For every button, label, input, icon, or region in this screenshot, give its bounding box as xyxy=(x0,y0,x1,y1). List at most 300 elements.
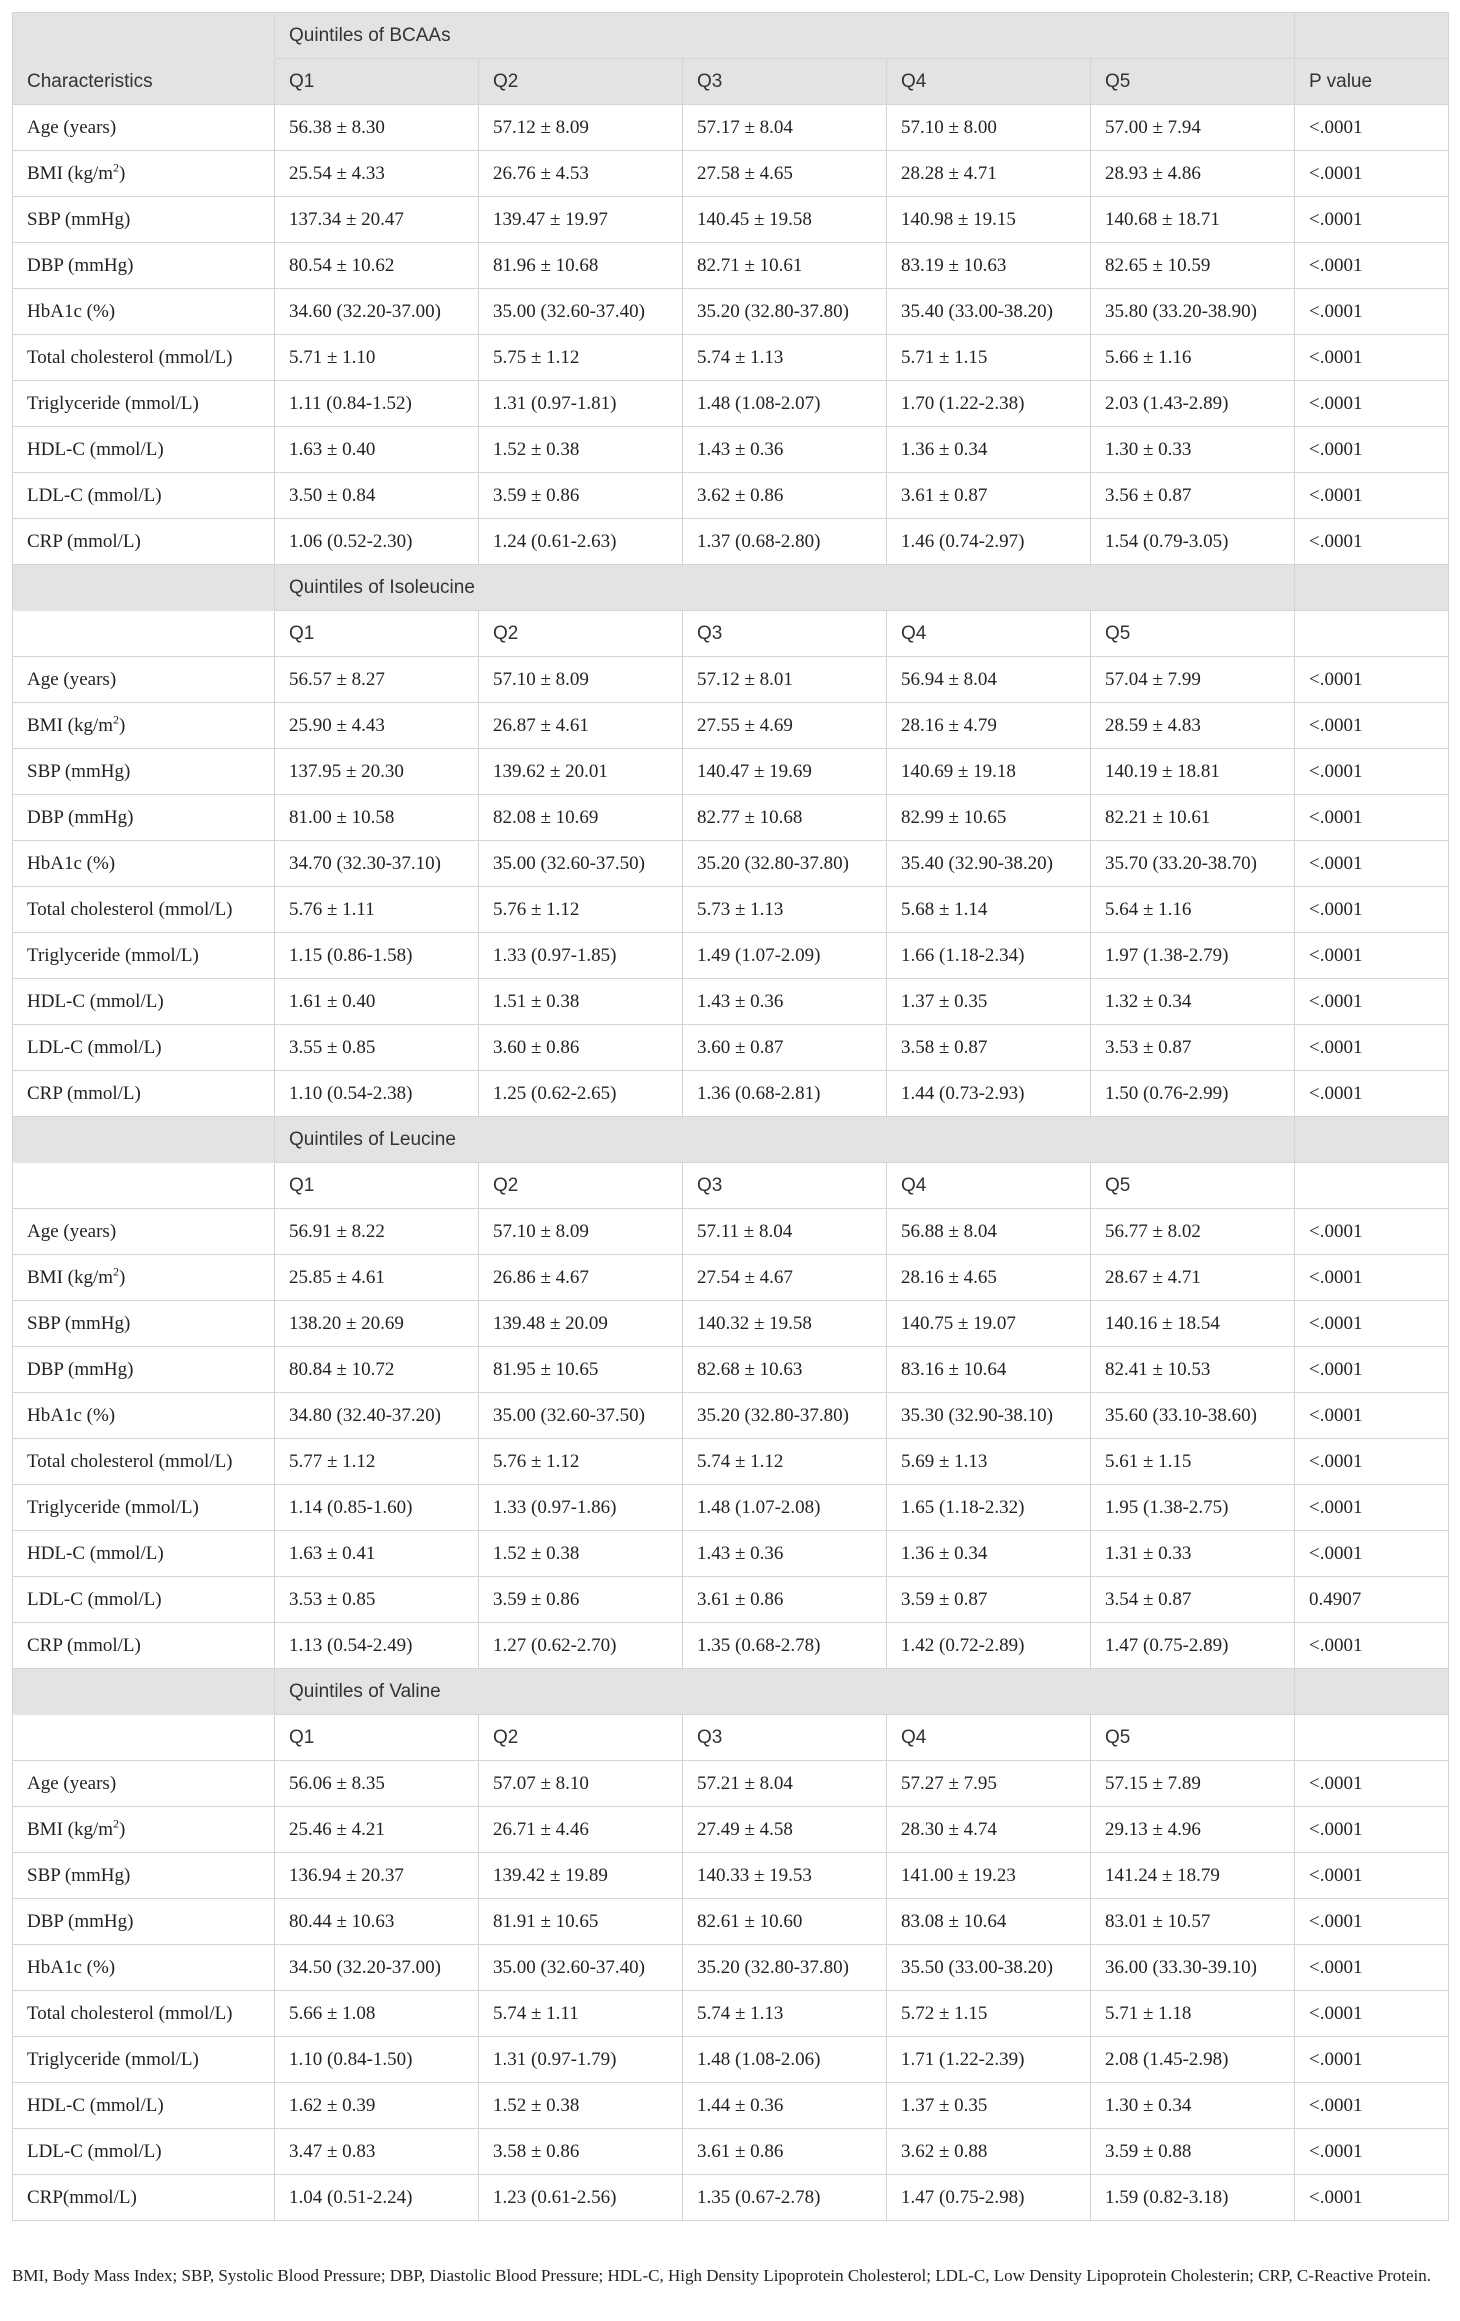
row-label xyxy=(13,1577,275,1623)
row-label-text: HDL-C (mmol/L) xyxy=(27,438,164,460)
row-label xyxy=(13,1991,275,2037)
section-header-blank xyxy=(13,13,275,59)
cell-q3: 1.35 (0.68-2.78) xyxy=(683,1623,887,1669)
table-row xyxy=(13,473,1449,519)
row-label xyxy=(13,1393,275,1439)
cell-q4: 28.16 ± 4.65 xyxy=(887,1255,1091,1301)
row-label-text: Triglyceride (mmol/L) xyxy=(27,944,199,966)
cell-q2: 139.42 ± 19.89 xyxy=(479,1853,683,1899)
row-label-text: DBP (mmHg) xyxy=(27,1910,134,1932)
cell-p-value: <.0001 xyxy=(1295,703,1449,749)
cell-q2: 57.10 ± 8.09 xyxy=(479,1209,683,1255)
cell-q1: 5.66 ± 1.08 xyxy=(275,1991,479,2037)
row-label-text: Age (years) xyxy=(27,1772,117,1794)
row-label xyxy=(13,151,275,197)
row-label-text: CRP (mmol/L) xyxy=(27,1082,141,1104)
cell-q2: 1.24 (0.61-2.63) xyxy=(479,519,683,565)
cell-q3: 1.48 (1.07-2.08) xyxy=(683,1485,887,1531)
quintile-header-q3: Q3 xyxy=(683,1163,887,1209)
cell-q4: 3.58 ± 0.87 xyxy=(887,1025,1091,1071)
row-label-end: ) xyxy=(119,714,126,736)
table-row xyxy=(13,1945,1449,1991)
cell-q5: 141.24 ± 18.79 xyxy=(1091,1853,1295,1899)
cell-q3: 35.20 (32.80-37.80) xyxy=(683,1945,887,1991)
cell-p-value: <.0001 xyxy=(1295,473,1449,519)
table-row xyxy=(13,1807,1449,1853)
quintile-header-q3: Q3 xyxy=(683,59,887,105)
quintile-header-blank xyxy=(13,611,275,657)
row-label-text: HbA1c (%) xyxy=(27,1404,116,1426)
cell-q1: 3.50 ± 0.84 xyxy=(275,473,479,519)
cell-q4: 1.37 ± 0.35 xyxy=(887,979,1091,1025)
cell-q5: 3.53 ± 0.87 xyxy=(1091,1025,1295,1071)
cell-q1: 56.57 ± 8.27 xyxy=(275,657,479,703)
cell-q5: 1.97 (1.38-2.79) xyxy=(1091,933,1295,979)
cell-q2: 35.00 (32.60-37.40) xyxy=(479,1945,683,1991)
cell-p-value: <.0001 xyxy=(1295,1209,1449,1255)
row-label xyxy=(13,703,275,749)
cell-q5: 28.59 ± 4.83 xyxy=(1091,703,1295,749)
quintile-header-q1: Q1 xyxy=(275,611,479,657)
row-label xyxy=(13,887,275,933)
table-row xyxy=(13,1025,1449,1071)
quintile-header-q3: Q3 xyxy=(683,1715,887,1761)
row-label xyxy=(13,335,275,381)
row-label-text: HDL-C (mmol/L) xyxy=(27,1542,164,1564)
row-label xyxy=(13,289,275,335)
row-label xyxy=(13,1623,275,1669)
cell-q1: 56.91 ± 8.22 xyxy=(275,1209,479,1255)
cell-q3: 3.60 ± 0.87 xyxy=(683,1025,887,1071)
row-label-text: DBP (mmHg) xyxy=(27,806,134,828)
cell-p-value: <.0001 xyxy=(1295,887,1449,933)
cell-q1: 1.63 ± 0.40 xyxy=(275,427,479,473)
cell-p-value: <.0001 xyxy=(1295,1531,1449,1577)
cell-q4: 3.61 ± 0.87 xyxy=(887,473,1091,519)
cell-q5: 57.04 ± 7.99 xyxy=(1091,657,1295,703)
cell-q5: 1.30 ± 0.34 xyxy=(1091,2083,1295,2129)
cell-q1: 1.15 (0.86-1.58) xyxy=(275,933,479,979)
cell-q2: 139.48 ± 20.09 xyxy=(479,1301,683,1347)
cell-q4: 1.47 (0.75-2.98) xyxy=(887,2175,1091,2221)
section-header-pcell xyxy=(1295,13,1449,59)
cell-p-value: 0.4907 xyxy=(1295,1577,1449,1623)
quintile-header-q2: Q2 xyxy=(479,1163,683,1209)
row-label-text: Total cholesterol (mmol/L) xyxy=(27,1450,233,1472)
quintile-header-q3: Q3 xyxy=(683,611,887,657)
cell-q1: 1.06 (0.52-2.30) xyxy=(275,519,479,565)
cell-q5: 82.41 ± 10.53 xyxy=(1091,1347,1295,1393)
cell-q4: 141.00 ± 19.23 xyxy=(887,1853,1091,1899)
cell-q2: 5.76 ± 1.12 xyxy=(479,887,683,933)
table-row xyxy=(13,2083,1449,2129)
cell-q3: 82.61 ± 10.60 xyxy=(683,1899,887,1945)
cell-q4: 1.44 (0.73-2.93) xyxy=(887,1071,1091,1117)
table-row xyxy=(13,749,1449,795)
quintile-header-q1: Q1 xyxy=(275,1715,479,1761)
cell-p-value: <.0001 xyxy=(1295,1853,1449,1899)
cell-q1: 138.20 ± 20.69 xyxy=(275,1301,479,1347)
cell-q5: 1.95 (1.38-2.75) xyxy=(1091,1485,1295,1531)
cell-q4: 83.16 ± 10.64 xyxy=(887,1347,1091,1393)
cell-q4: 1.70 (1.22-2.38) xyxy=(887,381,1091,427)
row-label-text: Total cholesterol (mmol/L) xyxy=(27,346,233,368)
cell-p-value: <.0001 xyxy=(1295,335,1449,381)
row-label-text: Total cholesterol (mmol/L) xyxy=(27,898,233,920)
section-header-pcell xyxy=(1295,1117,1449,1163)
quintile-header-blank xyxy=(13,1715,275,1761)
row-label-text: DBP (mmHg) xyxy=(27,254,134,276)
row-label xyxy=(13,197,275,243)
cell-q4: 1.71 (1.22-2.39) xyxy=(887,2037,1091,2083)
cell-q2: 1.52 ± 0.38 xyxy=(479,1531,683,1577)
cell-q5: 3.54 ± 0.87 xyxy=(1091,1577,1295,1623)
cell-q1: 1.13 (0.54-2.49) xyxy=(275,1623,479,1669)
row-label-text: LDL-C (mmol/L) xyxy=(27,1588,162,1610)
cell-q5: 5.61 ± 1.15 xyxy=(1091,1439,1295,1485)
cell-p-value: <.0001 xyxy=(1295,1807,1449,1853)
table-row xyxy=(13,1853,1449,1899)
cell-q5: 57.15 ± 7.89 xyxy=(1091,1761,1295,1807)
cell-p-value: <.0001 xyxy=(1295,2083,1449,2129)
cell-q1: 25.46 ± 4.21 xyxy=(275,1807,479,1853)
row-label-text: BMI (kg/m xyxy=(27,1266,114,1288)
cell-p-value: <.0001 xyxy=(1295,1071,1449,1117)
cell-q2: 1.33 (0.97-1.86) xyxy=(479,1485,683,1531)
row-label-text: Triglyceride (mmol/L) xyxy=(27,2048,199,2070)
section-header-blank xyxy=(13,1117,275,1163)
row-label xyxy=(13,427,275,473)
quintile-header-q5: Q5 xyxy=(1091,59,1295,105)
cell-p-value: <.0001 xyxy=(1295,427,1449,473)
table-row xyxy=(13,381,1449,427)
row-label-text: BMI (kg/m xyxy=(27,162,114,184)
cell-q2: 26.87 ± 4.61 xyxy=(479,703,683,749)
cell-q3: 1.43 ± 0.36 xyxy=(683,979,887,1025)
cell-q4: 5.68 ± 1.14 xyxy=(887,887,1091,933)
cell-q4: 57.10 ± 8.00 xyxy=(887,105,1091,151)
row-label xyxy=(13,1945,275,1991)
quintile-header-q5: Q5 xyxy=(1091,611,1295,657)
row-label-superscript: 2 xyxy=(113,160,120,175)
row-label-text: HbA1c (%) xyxy=(27,852,116,874)
cell-q1: 25.85 ± 4.61 xyxy=(275,1255,479,1301)
cell-q1: 137.95 ± 20.30 xyxy=(275,749,479,795)
cell-q3: 57.21 ± 8.04 xyxy=(683,1761,887,1807)
cell-p-value: <.0001 xyxy=(1295,841,1449,887)
cell-q3: 140.47 ± 19.69 xyxy=(683,749,887,795)
cell-q2: 1.51 ± 0.38 xyxy=(479,979,683,1025)
row-label xyxy=(13,381,275,427)
cell-p-value: <.0001 xyxy=(1295,243,1449,289)
table-row xyxy=(13,105,1449,151)
section-header-blank xyxy=(13,1669,275,1715)
cell-q3: 3.61 ± 0.86 xyxy=(683,2129,887,2175)
cell-q3: 35.20 (32.80-37.80) xyxy=(683,289,887,335)
row-label xyxy=(13,1071,275,1117)
cell-p-value: <.0001 xyxy=(1295,933,1449,979)
table-row xyxy=(13,1393,1449,1439)
cell-q3: 5.74 ± 1.12 xyxy=(683,1439,887,1485)
row-label-text: DBP (mmHg) xyxy=(27,1358,134,1380)
cell-q4: 140.69 ± 19.18 xyxy=(887,749,1091,795)
cell-q5: 36.00 (33.30-39.10) xyxy=(1091,1945,1295,1991)
quintile-header-q2: Q2 xyxy=(479,611,683,657)
quintile-header-pcell xyxy=(1295,611,1449,657)
quintile-header-row xyxy=(13,1715,1449,1761)
table-row xyxy=(13,1991,1449,2037)
cell-q4: 83.19 ± 10.63 xyxy=(887,243,1091,289)
row-label-text: LDL-C (mmol/L) xyxy=(27,1036,162,1058)
table-row xyxy=(13,2037,1449,2083)
cell-q1: 1.04 (0.51-2.24) xyxy=(275,2175,479,2221)
row-label xyxy=(13,2037,275,2083)
cell-q3: 82.68 ± 10.63 xyxy=(683,1347,887,1393)
cell-q5: 35.60 (33.10-38.60) xyxy=(1091,1393,1295,1439)
quintile-header-q4: Q4 xyxy=(887,1715,1091,1761)
table-row xyxy=(13,1071,1449,1117)
cell-q3: 5.73 ± 1.13 xyxy=(683,887,887,933)
cell-q5: 5.71 ± 1.18 xyxy=(1091,1991,1295,2037)
cell-q4: 56.88 ± 8.04 xyxy=(887,1209,1091,1255)
cell-q4: 1.42 (0.72-2.89) xyxy=(887,1623,1091,1669)
table-row xyxy=(13,1301,1449,1347)
cell-q2: 1.33 (0.97-1.85) xyxy=(479,933,683,979)
cell-q2: 3.59 ± 0.86 xyxy=(479,473,683,519)
cell-q2: 1.52 ± 0.38 xyxy=(479,2083,683,2129)
row-label xyxy=(13,1807,275,1853)
quintile-header-blank xyxy=(13,1163,275,1209)
row-label-end: ) xyxy=(119,1266,126,1288)
row-label-text: Age (years) xyxy=(27,1220,117,1242)
table-row xyxy=(13,887,1449,933)
cell-q1: 34.70 (32.30-37.10) xyxy=(275,841,479,887)
row-label-text: LDL-C (mmol/L) xyxy=(27,2140,162,2162)
row-label xyxy=(13,243,275,289)
cell-q1: 1.10 (0.54-2.38) xyxy=(275,1071,479,1117)
cell-q4: 1.36 ± 0.34 xyxy=(887,1531,1091,1577)
cell-q3: 3.61 ± 0.86 xyxy=(683,1577,887,1623)
cell-q2: 1.52 ± 0.38 xyxy=(479,427,683,473)
row-label xyxy=(13,1853,275,1899)
cell-p-value: <.0001 xyxy=(1295,1025,1449,1071)
cell-q5: 1.32 ± 0.34 xyxy=(1091,979,1295,1025)
row-label xyxy=(13,2129,275,2175)
cell-q4: 35.30 (32.90-38.10) xyxy=(887,1393,1091,1439)
cell-q5: 2.03 (1.43-2.89) xyxy=(1091,381,1295,427)
row-label xyxy=(13,1899,275,1945)
cell-q1: 34.50 (32.20-37.00) xyxy=(275,1945,479,1991)
cell-q1: 3.47 ± 0.83 xyxy=(275,2129,479,2175)
row-label xyxy=(13,105,275,151)
cell-q2: 5.76 ± 1.12 xyxy=(479,1439,683,1485)
cell-p-value: <.0001 xyxy=(1295,795,1449,841)
cell-p-value: <.0001 xyxy=(1295,1393,1449,1439)
cell-q1: 25.54 ± 4.33 xyxy=(275,151,479,197)
quintile-header-q5: Q5 xyxy=(1091,1715,1295,1761)
cell-q5: 5.66 ± 1.16 xyxy=(1091,335,1295,381)
cell-p-value: <.0001 xyxy=(1295,105,1449,151)
quintile-header-row xyxy=(13,611,1449,657)
row-label-text: CRP (mmol/L) xyxy=(27,530,141,552)
cell-q4: 1.37 ± 0.35 xyxy=(887,2083,1091,2129)
cell-q4: 28.28 ± 4.71 xyxy=(887,151,1091,197)
row-label xyxy=(13,1439,275,1485)
cell-q2: 57.10 ± 8.09 xyxy=(479,657,683,703)
row-label-text: CRP(mmol/L) xyxy=(27,2186,137,2208)
cell-q4: 140.75 ± 19.07 xyxy=(887,1301,1091,1347)
cell-p-value: <.0001 xyxy=(1295,1991,1449,2037)
cell-q1: 5.76 ± 1.11 xyxy=(275,887,479,933)
table-row xyxy=(13,2175,1449,2221)
table-row xyxy=(13,979,1449,1025)
cell-q4: 82.99 ± 10.65 xyxy=(887,795,1091,841)
cell-q3: 1.43 ± 0.36 xyxy=(683,427,887,473)
cell-q2: 139.47 ± 19.97 xyxy=(479,197,683,243)
cell-q4: 1.46 (0.74-2.97) xyxy=(887,519,1091,565)
cell-p-value: <.0001 xyxy=(1295,151,1449,197)
cell-q4: 1.36 ± 0.34 xyxy=(887,427,1091,473)
cell-q1: 5.71 ± 1.10 xyxy=(275,335,479,381)
cell-p-value: <.0001 xyxy=(1295,1761,1449,1807)
cell-q2: 3.59 ± 0.86 xyxy=(479,1577,683,1623)
cell-q5: 2.08 (1.45-2.98) xyxy=(1091,2037,1295,2083)
row-label-text: SBP (mmHg) xyxy=(27,1312,131,1334)
cell-q4: 5.72 ± 1.15 xyxy=(887,1991,1091,2037)
cell-q1: 80.44 ± 10.63 xyxy=(275,1899,479,1945)
section-header-blank xyxy=(13,565,275,611)
quintile-header-row xyxy=(13,59,1449,105)
cell-q3: 82.77 ± 10.68 xyxy=(683,795,887,841)
cell-q4: 35.50 (33.00-38.20) xyxy=(887,1945,1091,1991)
cell-q2: 5.75 ± 1.12 xyxy=(479,335,683,381)
row-label xyxy=(13,2083,275,2129)
row-label-text: CRP (mmol/L) xyxy=(27,1634,141,1656)
table-row xyxy=(13,427,1449,473)
section-title: Quintiles of Isoleucine xyxy=(275,565,1295,611)
cell-q2: 81.91 ± 10.65 xyxy=(479,1899,683,1945)
cell-q5: 82.65 ± 10.59 xyxy=(1091,243,1295,289)
quintile-header-q1: Q1 xyxy=(275,59,479,105)
cell-q5: 1.31 ± 0.33 xyxy=(1091,1531,1295,1577)
p-value-header: P value xyxy=(1295,59,1449,105)
cell-q5: 1.50 (0.76-2.99) xyxy=(1091,1071,1295,1117)
table-row xyxy=(13,1209,1449,1255)
cell-q1: 56.06 ± 8.35 xyxy=(275,1761,479,1807)
cell-q3: 1.36 (0.68-2.81) xyxy=(683,1071,887,1117)
row-label xyxy=(13,841,275,887)
cell-q4: 1.65 (1.18-2.32) xyxy=(887,1485,1091,1531)
row-label-text: BMI (kg/m xyxy=(27,714,114,736)
cell-q3: 1.43 ± 0.36 xyxy=(683,1531,887,1577)
cell-q3: 27.49 ± 4.58 xyxy=(683,1807,887,1853)
cell-p-value: <.0001 xyxy=(1295,381,1449,427)
cell-q5: 1.30 ± 0.33 xyxy=(1091,427,1295,473)
quintile-header-row xyxy=(13,1163,1449,1209)
cell-q4: 140.98 ± 19.15 xyxy=(887,197,1091,243)
characteristics-table xyxy=(12,12,1449,2221)
cell-q4: 83.08 ± 10.64 xyxy=(887,1899,1091,1945)
table-row xyxy=(13,335,1449,381)
cell-q4: 35.40 (33.00-38.20) xyxy=(887,289,1091,335)
cell-q2: 3.58 ± 0.86 xyxy=(479,2129,683,2175)
table-body xyxy=(13,13,1449,2221)
row-label xyxy=(13,1209,275,1255)
cell-q1: 5.77 ± 1.12 xyxy=(275,1439,479,1485)
cell-q4: 28.16 ± 4.79 xyxy=(887,703,1091,749)
section-header-row xyxy=(13,13,1449,59)
table-container xyxy=(12,12,1448,2221)
cell-q3: 35.20 (32.80-37.80) xyxy=(683,841,887,887)
table-row xyxy=(13,1485,1449,1531)
row-label xyxy=(13,1255,275,1301)
section-header-row xyxy=(13,1117,1449,1163)
row-label-text: Total cholesterol (mmol/L) xyxy=(27,2002,233,2024)
quintile-header-q5: Q5 xyxy=(1091,1163,1295,1209)
cell-p-value: <.0001 xyxy=(1295,2037,1449,2083)
cell-q4: 56.94 ± 8.04 xyxy=(887,657,1091,703)
cell-q5: 83.01 ± 10.57 xyxy=(1091,1899,1295,1945)
row-label-text: SBP (mmHg) xyxy=(27,208,131,230)
row-label-superscript: 2 xyxy=(113,1264,120,1279)
cell-q3: 140.45 ± 19.58 xyxy=(683,197,887,243)
cell-q3: 57.12 ± 8.01 xyxy=(683,657,887,703)
cell-q3: 35.20 (32.80-37.80) xyxy=(683,1393,887,1439)
cell-q5: 140.16 ± 18.54 xyxy=(1091,1301,1295,1347)
cell-q1: 80.84 ± 10.72 xyxy=(275,1347,479,1393)
cell-q5: 82.21 ± 10.61 xyxy=(1091,795,1295,841)
row-label-end: ) xyxy=(119,1818,126,1840)
cell-q3: 140.32 ± 19.58 xyxy=(683,1301,887,1347)
table-row xyxy=(13,197,1449,243)
cell-q1: 3.55 ± 0.85 xyxy=(275,1025,479,1071)
cell-q2: 1.27 (0.62-2.70) xyxy=(479,1623,683,1669)
table-row xyxy=(13,519,1449,565)
table-row xyxy=(13,1439,1449,1485)
cell-q1: 80.54 ± 10.62 xyxy=(275,243,479,289)
cell-q3: 1.49 (1.07-2.09) xyxy=(683,933,887,979)
cell-q1: 56.38 ± 8.30 xyxy=(275,105,479,151)
table-row xyxy=(13,657,1449,703)
cell-q5: 5.64 ± 1.16 xyxy=(1091,887,1295,933)
cell-q3: 27.58 ± 4.65 xyxy=(683,151,887,197)
cell-q1: 25.90 ± 4.43 xyxy=(275,703,479,749)
table-row xyxy=(13,795,1449,841)
row-label-text: BMI (kg/m xyxy=(27,1818,114,1840)
cell-q3: 1.48 (1.08-2.07) xyxy=(683,381,887,427)
cell-q4: 35.40 (32.90-38.20) xyxy=(887,841,1091,887)
cell-q1: 1.10 (0.84-1.50) xyxy=(275,2037,479,2083)
cell-q3: 82.71 ± 10.61 xyxy=(683,243,887,289)
cell-q1: 81.00 ± 10.58 xyxy=(275,795,479,841)
row-label xyxy=(13,657,275,703)
row-label-end: ) xyxy=(119,162,126,184)
row-label-text: Age (years) xyxy=(27,116,117,138)
table-row xyxy=(13,1255,1449,1301)
cell-p-value: <.0001 xyxy=(1295,1623,1449,1669)
cell-q3: 1.37 (0.68-2.80) xyxy=(683,519,887,565)
cell-q5: 1.59 (0.82-3.18) xyxy=(1091,2175,1295,2221)
cell-p-value: <.0001 xyxy=(1295,1301,1449,1347)
row-label-text: SBP (mmHg) xyxy=(27,760,131,782)
cell-q3: 27.54 ± 4.67 xyxy=(683,1255,887,1301)
row-label-text: SBP (mmHg) xyxy=(27,1864,131,1886)
cell-q5: 35.70 (33.20-38.70) xyxy=(1091,841,1295,887)
row-label xyxy=(13,2175,275,2221)
cell-q5: 3.59 ± 0.88 xyxy=(1091,2129,1295,2175)
table-row xyxy=(13,289,1449,335)
quintile-header-q2: Q2 xyxy=(479,1715,683,1761)
